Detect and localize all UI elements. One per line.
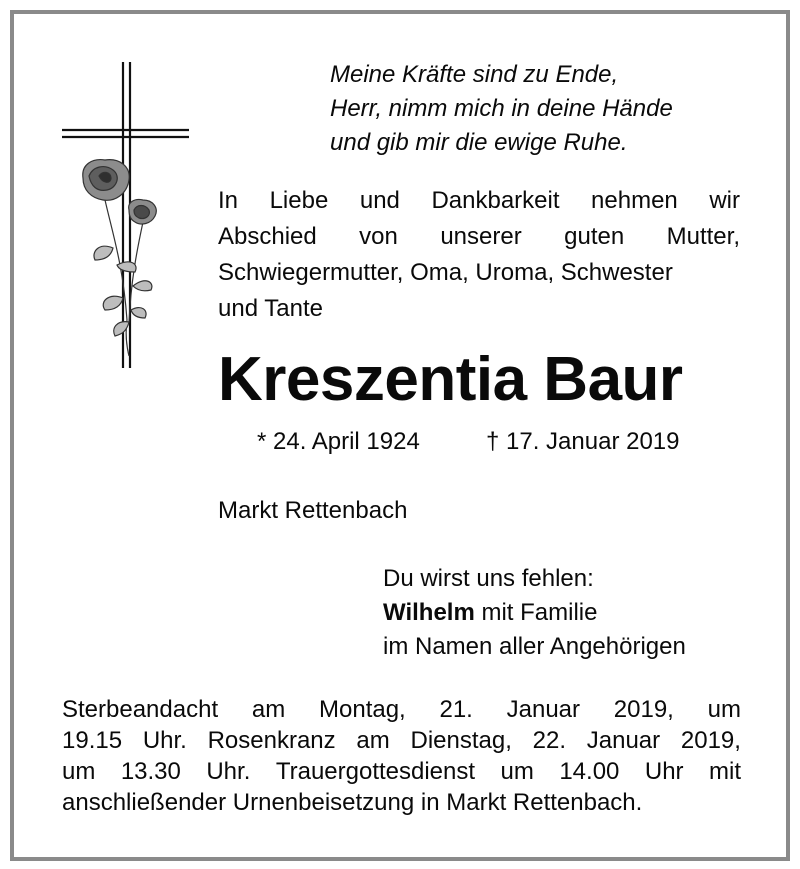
word: und xyxy=(359,187,400,214)
word: Mutter, xyxy=(666,223,740,250)
signature-line-3: im Namen aller Angehörigen xyxy=(383,633,686,660)
word: Uhr xyxy=(644,758,684,785)
word: 14.00 xyxy=(559,758,620,785)
details-line-4: anschließender Urnenbeisetzung in Markt Rettenbach. xyxy=(62,789,643,816)
word: 2019, xyxy=(680,727,741,754)
word: Januar xyxy=(586,727,661,754)
word: Dankbarkeit xyxy=(431,187,560,214)
signature-rest: mit Familie xyxy=(474,599,598,626)
intro-text xyxy=(218,183,740,327)
word: 21. xyxy=(439,696,473,723)
word: am xyxy=(356,727,390,754)
word: mit xyxy=(709,758,741,785)
word: Uhr. xyxy=(206,758,251,785)
word: nehmen xyxy=(591,187,678,214)
word: 2019, xyxy=(613,696,674,723)
poem-line: und gib mir die ewige Ruhe. xyxy=(330,129,628,156)
signature-block xyxy=(383,562,763,664)
word: um xyxy=(707,696,741,723)
poem-line: Herr, nimm mich in deine Hände xyxy=(330,95,673,122)
word: 13.30 xyxy=(120,758,181,785)
deceased-name: Kreszentia Baur xyxy=(218,345,683,414)
cross-with-roses xyxy=(55,60,195,372)
word: Montag, xyxy=(319,696,406,723)
intro-line-4: und Tante xyxy=(218,295,323,322)
word: am xyxy=(251,696,286,723)
intro-line-1 xyxy=(218,183,740,219)
service-details xyxy=(62,694,741,818)
word: um xyxy=(500,758,534,785)
life-dates xyxy=(257,425,717,459)
poem-line: Meine Kräfte sind zu Ende, xyxy=(330,61,619,88)
word: 22. xyxy=(532,727,566,754)
rose-icon xyxy=(83,160,156,356)
word: Januar xyxy=(506,696,581,723)
poem xyxy=(330,58,770,160)
signatory-name: Wilhelm xyxy=(383,599,475,626)
word: von xyxy=(359,223,398,250)
death-date: † 17. Januar 2019 xyxy=(486,428,680,455)
word: Liebe xyxy=(269,187,329,214)
word: 19.15 xyxy=(62,727,123,754)
signature-line-1: Du wirst uns fehlen: xyxy=(383,565,594,592)
hometown: Markt Rettenbach xyxy=(218,497,408,524)
signature-line-2 xyxy=(383,596,763,630)
word: Sterbeandacht xyxy=(62,696,219,723)
word: In xyxy=(218,187,239,214)
word: Dienstag, xyxy=(410,727,512,754)
intro-line-2 xyxy=(218,219,740,255)
word: Trauergottesdienst xyxy=(275,758,476,785)
word: guten xyxy=(564,223,625,250)
details-line-2 xyxy=(62,725,741,756)
birth-date: * 24. April 1924 xyxy=(257,428,420,455)
word: unserer xyxy=(440,223,522,250)
intro-line-3: Schwiegermutter, Oma, Uroma, Schwester xyxy=(218,259,673,286)
word: Abschied xyxy=(218,223,317,250)
details-line-1 xyxy=(62,694,741,725)
details-line-3 xyxy=(62,756,741,787)
word: Rosenkranz xyxy=(207,727,336,754)
word: Uhr. xyxy=(142,727,187,754)
word: wir xyxy=(709,187,740,214)
word: um xyxy=(62,758,96,785)
